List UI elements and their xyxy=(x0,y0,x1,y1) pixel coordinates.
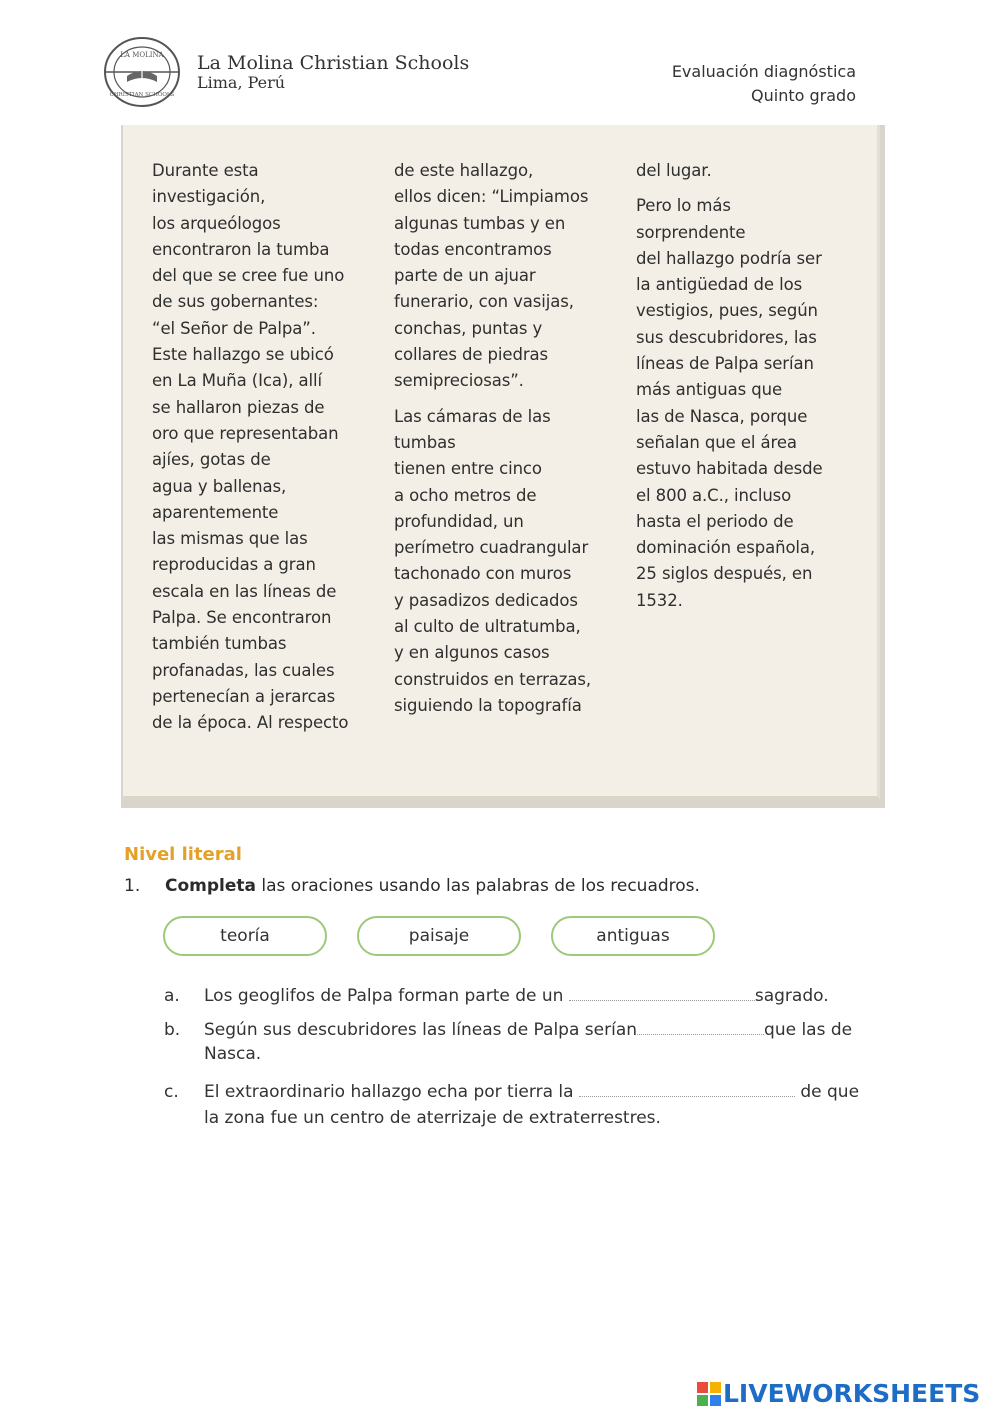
reading-line: al culto de ultratumba, xyxy=(394,617,581,637)
reading-line: investigación, xyxy=(152,187,266,207)
reading-line: reproducidas a gran xyxy=(152,555,316,575)
reading-line: de este hallazgo, xyxy=(394,161,534,180)
reading-line: encontraron la tumba xyxy=(152,239,330,259)
question-instruction xyxy=(165,876,700,896)
liveworksheets-brand: LIVEWORKSHEETS xyxy=(723,1379,981,1408)
reading-line: oro que representaban xyxy=(152,423,339,443)
liveworksheets-cube-icon xyxy=(697,1382,721,1406)
item-text-after: sagrado. xyxy=(754,986,829,1006)
item-b-line2: Nasca. xyxy=(204,1044,262,1064)
reading-line: se hallaron piezas de xyxy=(152,397,325,417)
reading-column-3 xyxy=(636,158,868,614)
reading-line: Palpa. Se encontraron xyxy=(152,608,332,628)
reading-column-2 xyxy=(394,158,626,719)
exam-info xyxy=(672,60,856,108)
reading-line: siguiendo la topografía xyxy=(394,695,582,715)
reading-line: a ocho metros de xyxy=(394,485,537,505)
item-c-line2: la zona fue un centro de aterrizaje de extraterrestres. xyxy=(204,1108,661,1128)
question-number: 1. xyxy=(124,876,141,896)
reading-line: “el Señor de Palpa”. xyxy=(152,318,316,338)
reading-line: Las cámaras de las xyxy=(394,406,551,426)
reading-line: tumbas xyxy=(394,432,456,452)
item-letter: a. xyxy=(164,986,180,1006)
reading-line: y en algunos casos xyxy=(394,643,550,663)
reading-line: ajíes, gotas de xyxy=(152,450,271,470)
reading-line: agua y ballenas, xyxy=(152,476,287,496)
reading-line: tienen entre cinco xyxy=(394,459,542,479)
reading-line: de la época. Al respecto xyxy=(152,713,349,733)
reading-line: pertenecían a jerarcas xyxy=(152,686,336,706)
reading-line: ellos dicen: “Limpiamos xyxy=(394,187,589,207)
reading-line: y pasadizos dedicados xyxy=(394,590,578,610)
exam-title: Evaluación diagnóstica xyxy=(671,62,856,81)
answer-blank-c[interactable] xyxy=(579,1082,795,1097)
reading-line: todas encontramos xyxy=(394,239,552,259)
reading-line: collares de piedras xyxy=(394,345,549,365)
reading-line: señalan que el área xyxy=(636,432,797,452)
reading-line: Pero lo más xyxy=(636,196,731,216)
reading-line: vestigios, pues, según xyxy=(636,301,818,321)
reading-line: las de Nasca, porque xyxy=(636,406,808,426)
reading-line: los arqueólogos xyxy=(152,213,281,233)
reading-line: Durante esta xyxy=(152,161,259,180)
reading-line: el 800 a.C., incluso xyxy=(636,485,792,505)
reading-line: escala en las líneas de xyxy=(152,581,337,601)
reading-paragraph xyxy=(394,404,626,720)
reading-line: dominación española, xyxy=(636,538,816,558)
item-text-after: que las de xyxy=(764,1020,853,1040)
school-city: Lima, Perú xyxy=(197,73,286,92)
item-text-before: Según sus descubridores las líneas de Palpa serían xyxy=(204,1020,638,1040)
item-text-before: El extraordinario hallazgo echa por tierra la xyxy=(204,1082,574,1102)
reading-line: también tumbas xyxy=(152,634,287,654)
reading-line: del que se cree fue uno xyxy=(152,266,345,286)
reading-line: del hallazgo podría ser xyxy=(636,248,822,268)
reading-line: sorprendente xyxy=(636,222,746,242)
reading-line: aparentemente xyxy=(152,502,279,522)
word-bank-paisaje[interactable]: paisaje xyxy=(357,916,521,956)
exam-grade: Quinto grado xyxy=(751,86,856,105)
school-seal-icon xyxy=(103,36,181,108)
reading-line: 25 siglos después, en xyxy=(636,564,813,584)
section-heading: Nivel literal xyxy=(124,844,242,865)
word-bank-teoria[interactable]: teoría xyxy=(163,916,327,956)
reading-line: semipreciosas”. xyxy=(394,371,524,391)
reading-line: líneas de Palpa serían xyxy=(636,354,814,374)
item-text-after: de que xyxy=(800,1082,860,1102)
reading-line: sus descubridores, las xyxy=(636,327,817,347)
svg-text:CHRISTIAN SCHOOLS: CHRISTIAN SCHOOLS xyxy=(109,92,175,98)
answer-blank-b[interactable] xyxy=(637,1020,764,1035)
school-name: La Molina Christian Schools xyxy=(197,52,470,74)
school-heading xyxy=(197,52,469,92)
reading-line: profanadas, las cuales xyxy=(152,660,335,680)
reading-line: parte de un ajuar xyxy=(394,266,536,286)
reading-line: las mismas que las xyxy=(152,529,308,549)
reading-paragraph xyxy=(152,158,384,737)
reading-line: tachonado con muros xyxy=(394,564,572,584)
reading-line: algunas tumbas y en xyxy=(394,213,566,233)
svg-text:LA MOLINA: LA MOLINA xyxy=(120,51,164,59)
answer-blank-a[interactable] xyxy=(569,986,755,1001)
reading-line: hasta el periodo de xyxy=(636,511,794,531)
reading-line: perímetro cuadrangular xyxy=(394,538,589,558)
reading-line: estuvo habitada desde xyxy=(636,459,823,479)
item-letter: c. xyxy=(164,1082,179,1102)
reading-paragraph xyxy=(394,158,626,395)
reading-line: 1532. xyxy=(636,590,683,610)
word-bank-antiguas[interactable]: antiguas xyxy=(551,916,715,956)
reading-line: en La Muña (Ica), allí xyxy=(152,371,322,391)
instruction-bold: Completa xyxy=(165,876,256,896)
reading-paragraph xyxy=(636,158,868,184)
reading-line: la antigüedad de los xyxy=(636,275,803,295)
reading-line: de sus gobernantes: xyxy=(152,292,319,312)
reading-line: conchas, puntas y xyxy=(394,318,543,338)
reading-line: construidos en terrazas, xyxy=(394,669,592,689)
instruction-rest: las oraciones usando las palabras de los recuadros. xyxy=(256,876,700,896)
reading-line: funerario, con vasijas, xyxy=(394,292,574,312)
reading-line: más antiguas que xyxy=(636,380,783,400)
item-letter: b. xyxy=(164,1020,181,1040)
reading-line: del lugar. xyxy=(636,161,712,180)
reading-column-1 xyxy=(152,158,384,737)
item-text-before: Los geoglifos de Palpa forman parte de un xyxy=(204,986,564,1006)
reading-line: profundidad, un xyxy=(394,511,524,531)
reading-line: Este hallazgo se ubicó xyxy=(152,345,334,365)
reading-paragraph xyxy=(636,193,868,614)
